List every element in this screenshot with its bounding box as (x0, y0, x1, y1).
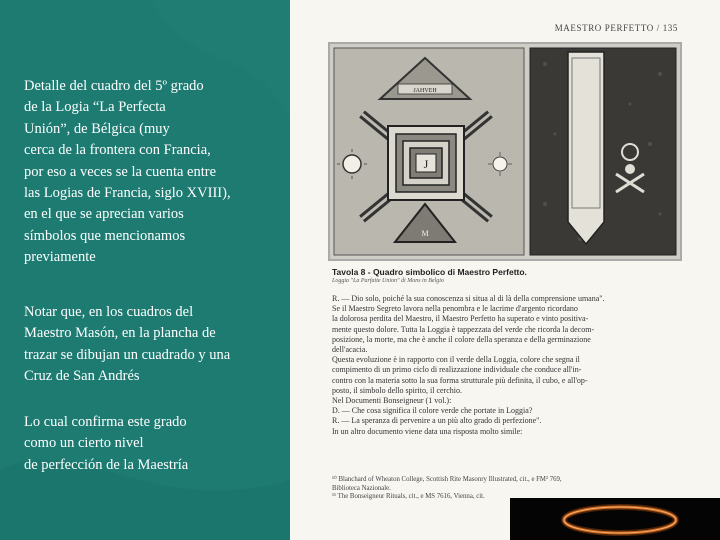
hanging-banner (568, 52, 604, 244)
page-body-text: R. — Dio solo, poiché la sua conoscenza si situa al di là della comprensione umana". Se il Maestro Segreto lavora nella penombra e le lacrime d'argento ricordano la dolorosa perdita del Maestro, il Maestro Perfetto ha superato e vinto positiva- mente questo dolore. Tutta la Loggia è tappezzata del verde che ricorda la decom- posizione, la morte, ma che è anche il colore della speranza e della germinazione dell'acacia. Questa evoluzione è in rapporto con il verde della Loggia, colore che segna il compimento di un primo ciclo di realizzazione individuale che conduce all'in- contro con la materia sotto la sua forma strutturale più definita, il cubo, e all'op- posto, il simbolo dello spirito, il cerchio. Nel Documenti Bonseigneur (1 vol.): D. — Che cosa significa il colore verde che portate in Loggia? R. — La speranza di pervenire a un più alto grado di perfezione". In un altro documento viene data una risposta molto simile: (332, 294, 605, 436)
symbolic-plate-image (328, 42, 682, 261)
caption-title: Tavola 8 - Quadro simbolico di Maestro Perfetto. (332, 267, 527, 277)
left-text-panel (0, 0, 290, 540)
bottom-triangle-label: M (421, 229, 429, 238)
caption-subtitle: Loggia "La Parfaite Union" di Mons in Belgio (332, 278, 444, 284)
glowing-ring (510, 498, 720, 540)
paragraph-note: Notar que, en los cuadros del Maestro Masón, en la plancha de trazar se dibujan un cuadrado y una Cruz de San Andrés (24, 304, 231, 385)
book-page-scan (290, 0, 720, 540)
plate-illustration (330, 44, 680, 259)
ring-image (510, 498, 720, 540)
center-letter: J (423, 157, 429, 171)
page-footnotes: ¹⁰ Blanchard of Wheaton College, Scottish Rite Masonry Illustrated, cit., e FM² 769, Biblioteca Nazionale. ¹¹ The Bonseigneur Rituals, cit., e MS 7616, Vienna, cit. (332, 476, 562, 501)
paragraph-conclusion: Lo cual confirma este grado como un cierto nivel de perfección de la Maestría (24, 414, 189, 473)
plate-caption (332, 267, 672, 284)
page-header: MAESTRO PERFETTO / 135 (554, 23, 678, 33)
paragraph-detail-description: Detalle del cuadro del 5º grado de la Logia “La Perfecta Unión”, de Bélgica (muy cerca de la frontera con Francia, por eso a veces se la cuenta entre las Logias de Francia, siglo XVIII), en el que se aprecian varios símbolos que mencionamos previamente (24, 78, 231, 266)
top-triangle-label: JAHVEH (413, 88, 437, 94)
sun-symbol (343, 155, 361, 173)
star-symbol (493, 157, 507, 171)
